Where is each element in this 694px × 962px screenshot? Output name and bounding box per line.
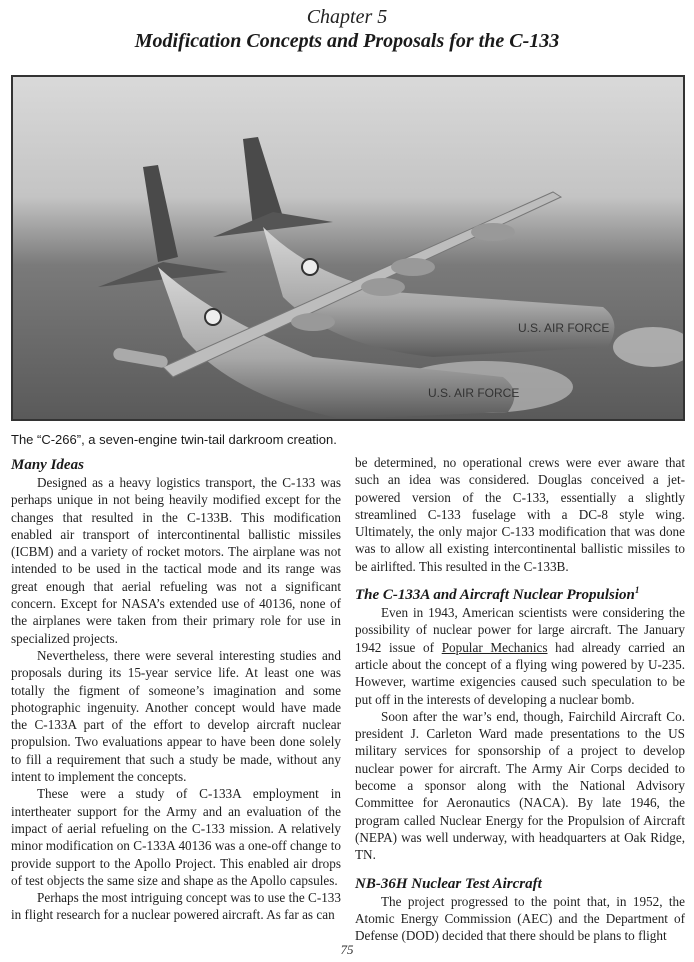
publication-title: Popular Mechanics [441, 639, 548, 655]
section-heading [355, 586, 685, 604]
paragraph: The project progressed to the point that, in 1952, the Atomic Energy Commission (AEC) and the Department of Defense (DOD) decided that there should be plans to flight [355, 893, 685, 944]
section-heading: NB-36H Nuclear Test Aircraft [355, 875, 542, 892]
section-heading-text: The C-133A and Aircraft Nuclear Propulsion [355, 587, 635, 604]
engine [391, 258, 435, 276]
figure-caption: The “C-266”, a seven-engine twin-tail darkroom creation. [11, 432, 337, 447]
paragraph-text: had already carried an article about the concept of a flying wing powered by U-235. However, wartime exigencies caused such speculation to be put off in the interests of developing a nuclear bomb. [355, 639, 685, 707]
paragraph: Designed as a heavy logistics transport, the C-133 was perhaps unique in not being heavily modified except for the changes that resulted in the C-133B. This modification enabled air transport of intercontinental ballistic missiles (ICBM) and a variety of rocket motors. The airplane was not intended to be used in the tactical mode and its range was great enough that aerial refueling was not a significant concern. Except for NASA’s extended use of 40136, none of the airplanes were taken from their primary role for use in specialized projects. [11, 475, 341, 646]
fuselage-marking: U.S. AIR FORCE [518, 321, 610, 335]
aircraft-photo [11, 75, 685, 421]
paragraph-continuation: be determined, no operational crews were ever aware that such an idea was considered. Douglas conceived a jet-powered version of the C-133, essentially a slightly streamlined C-133 fuselage with a DC-8 style wing. Ultimately, the only major C-133 modification that was done was to allow all existing intercontinental ballistic missiles to be airlifted. This resulted in the C-133B. [355, 455, 685, 574]
paragraph: Soon after the war’s end, though, Fairchild Aircraft Co. president J. Carleton Ward made presentations to the US military services for sponsorship of a project to develop nuclear power for aircraft. The Army Air Corps decided to become a sponsor along with the National Advisory Committee for Aeronautics (NACA). By late 1946, the program called Nuclear Energy for the Propulsion of Aircraft (NEPA) was well underway, with headquarters at Oak Ridge, TN. [355, 708, 685, 863]
column-left [11, 456, 341, 924]
footnote-marker[interactable]: 1 [634, 585, 640, 596]
page-number: 75 [340, 942, 354, 957]
paragraph-text: Even in 1943, American scientists were considering the possibility of nuclear power for large aircraft. The January 1942 issue of [355, 605, 685, 655]
paragraph: Perhaps the most intriguing concept was to use the C-133 in flight research for a nuclear powered aircraft. As far as can [11, 890, 341, 923]
chapter-title: Modification Concepts and Proposals for the C-133 [134, 30, 560, 52]
paragraph: These were a study of C-133A employment in intertheater support for the Army and an evaluation of the impact of aerial refueling on the C-133 mission. A relatively minor modification on C-133A 40136 was a one-off change to provide support to the Apollo Project. This enabled air drops of test objects the same size and shape as the Apollo capsules. [11, 786, 341, 888]
section-heading: Many Ideas [11, 457, 84, 473]
fuselage-marking: U.S. AIR FORCE [428, 386, 520, 400]
paragraph: Nevertheless, there were several interesting studies and proposals during its 15-year service life. At least one was totally the figment of someone’s imagination and some photographic ingenuity. Another concept would have made the C-133A part of the effort to develop aircraft nuclear propulsion. Two evaluations appear to have been done solely to fill a requirement that such a study be made, without any intent to implement the concepts. [11, 647, 341, 785]
engine [471, 223, 515, 241]
chapter-number: Chapter 5 [306, 6, 388, 28]
paragraph [355, 604, 685, 708]
column-right [355, 454, 685, 944]
engine [361, 278, 405, 296]
engine [291, 313, 335, 331]
aircraft-photo-illustration [13, 77, 683, 419]
